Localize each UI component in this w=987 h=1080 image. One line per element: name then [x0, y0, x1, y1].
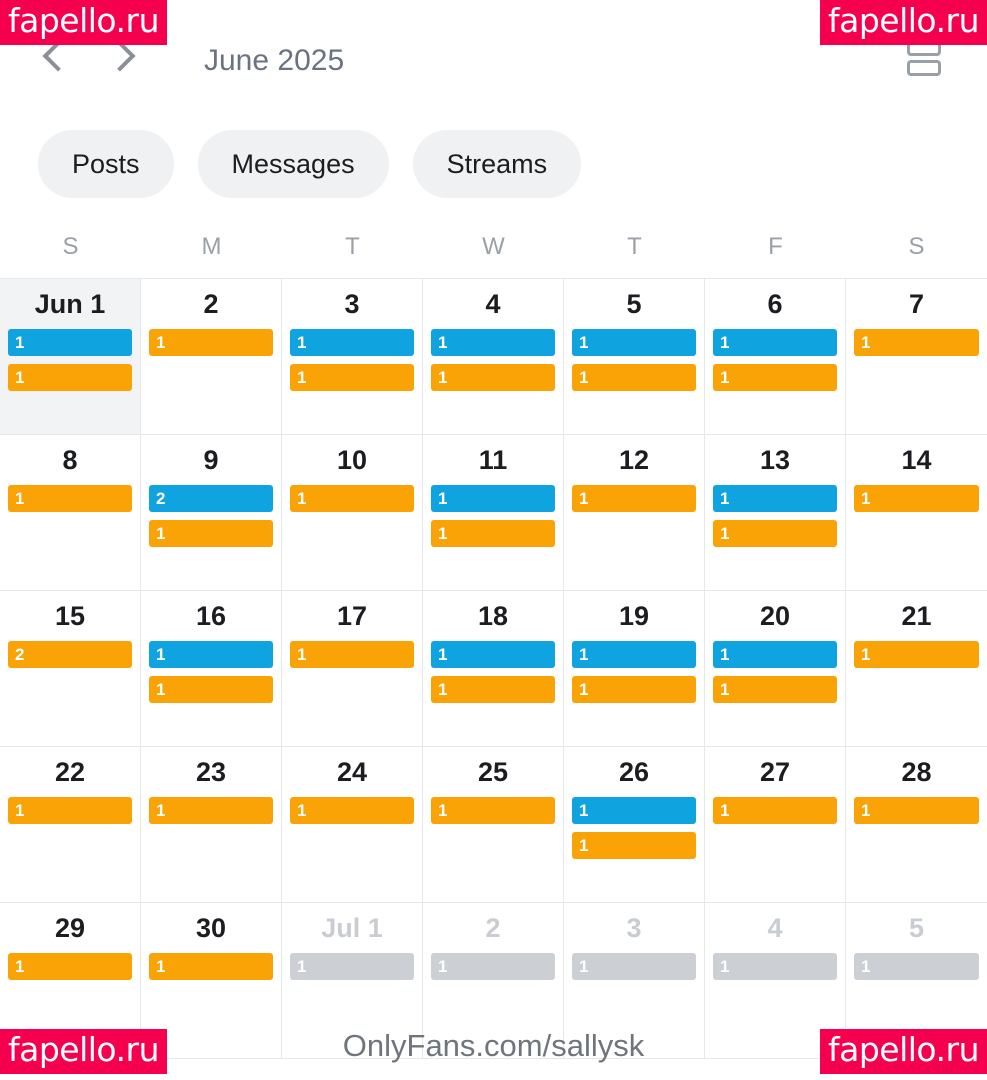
- event-badge[interactable]: 1: [149, 641, 273, 668]
- day-events: [854, 953, 979, 980]
- day-events: [8, 485, 132, 512]
- event-badge[interactable]: 1: [290, 364, 414, 391]
- day-events: [572, 485, 696, 512]
- event-badge[interactable]: 1: [572, 797, 696, 824]
- day-number: 3: [626, 913, 642, 943]
- event-badge[interactable]: 1: [8, 953, 132, 980]
- day-events: [149, 329, 273, 356]
- event-badge[interactable]: 1: [854, 797, 979, 824]
- day-events: [290, 641, 414, 668]
- tab-messages[interactable]: Messages: [198, 130, 389, 198]
- event-badge[interactable]: 1: [8, 364, 132, 391]
- event-badge[interactable]: 1: [572, 953, 696, 980]
- day-events: [572, 797, 696, 859]
- event-badge[interactable]: 1: [431, 520, 555, 547]
- day-events: [854, 797, 979, 824]
- event-badge[interactable]: 1: [713, 329, 837, 356]
- event-badge[interactable]: 1: [572, 485, 696, 512]
- calendar-day-cell[interactable]: [564, 435, 705, 591]
- day-number: 4: [485, 289, 501, 319]
- day-events: [713, 797, 837, 824]
- event-badge[interactable]: 1: [290, 329, 414, 356]
- watermark-bottom-right: fapello.ru: [820, 1029, 987, 1074]
- day-number: 17: [336, 601, 368, 631]
- weekday-header-row: [0, 225, 987, 269]
- calendar-day-cell[interactable]: [423, 279, 564, 435]
- day-number: 13: [759, 445, 791, 475]
- day-number: 4: [767, 913, 783, 943]
- watermark-top-left: fapello.ru: [0, 0, 167, 45]
- event-badge[interactable]: 1: [854, 641, 979, 668]
- event-badge[interactable]: 1: [431, 364, 555, 391]
- day-number: 10: [336, 445, 368, 475]
- day-number: Jun 1: [34, 289, 106, 319]
- event-badge[interactable]: 1: [713, 641, 837, 668]
- day-events: [290, 329, 414, 391]
- event-badge[interactable]: 1: [713, 485, 837, 512]
- calendar-day-cell[interactable]: [141, 747, 282, 903]
- event-badge[interactable]: 1: [149, 953, 273, 980]
- watermark-top-right: fapello.ru: [820, 0, 987, 45]
- day-events: [290, 485, 414, 512]
- weekday-label: T: [627, 233, 642, 260]
- calendar-day-cell[interactable]: [141, 279, 282, 435]
- event-badge[interactable]: 1: [8, 485, 132, 512]
- day-events: [290, 797, 414, 824]
- calendar-day-cell[interactable]: [564, 591, 705, 747]
- day-events: [854, 329, 979, 356]
- event-badge[interactable]: 1: [431, 797, 555, 824]
- day-number: 19: [618, 601, 650, 631]
- profile-url-label: OnlyFans.com/sallysk: [342, 1028, 645, 1063]
- calendar-day-cell[interactable]: [141, 435, 282, 591]
- event-badge[interactable]: 1: [149, 676, 273, 703]
- day-events: [854, 641, 979, 668]
- weekday-label: T: [345, 233, 360, 260]
- day-events: [8, 329, 132, 391]
- event-badge[interactable]: 1: [290, 797, 414, 824]
- calendar-day-cell[interactable]: [282, 279, 423, 435]
- day-number: 29: [54, 913, 86, 943]
- day-number: 16: [195, 601, 227, 631]
- event-badge[interactable]: 1: [572, 641, 696, 668]
- event-badge[interactable]: 1: [713, 797, 837, 824]
- event-badge[interactable]: 1: [713, 953, 837, 980]
- event-badge[interactable]: 2: [8, 641, 132, 668]
- calendar-day-cell[interactable]: [423, 747, 564, 903]
- calendar-day-cell[interactable]: [564, 747, 705, 903]
- weekday-label: W: [482, 233, 505, 260]
- day-events: [431, 485, 555, 547]
- calendar-grid: [0, 278, 987, 1059]
- list-view-icon[interactable]: [907, 40, 941, 82]
- calendar-day-cell[interactable]: [282, 591, 423, 747]
- day-number: 3: [344, 289, 360, 319]
- day-events: [713, 953, 837, 980]
- day-events: [149, 641, 273, 703]
- day-events: [431, 953, 555, 980]
- event-badge[interactable]: 1: [149, 797, 273, 824]
- calendar-day-cell[interactable]: [705, 279, 846, 435]
- calendar-day-cell[interactable]: [282, 747, 423, 903]
- weekday-label: F: [768, 233, 783, 260]
- event-badge[interactable]: 1: [854, 485, 979, 512]
- event-badge[interactable]: 1: [431, 485, 555, 512]
- event-badge[interactable]: 1: [8, 797, 132, 824]
- watermark-bottom-left: fapello.ru: [0, 1029, 167, 1074]
- day-events: [431, 329, 555, 391]
- day-number: 24: [336, 757, 368, 787]
- day-number: 8: [62, 445, 78, 475]
- day-number: 27: [759, 757, 791, 787]
- calendar-day-cell[interactable]: [0, 435, 141, 591]
- calendar-day-cell[interactable]: [423, 591, 564, 747]
- weekday-label: S: [908, 233, 925, 260]
- event-badge[interactable]: 1: [854, 329, 979, 356]
- day-number: 2: [203, 289, 219, 319]
- calendar-day-cell[interactable]: [846, 591, 987, 747]
- calendar-day-cell[interactable]: [705, 747, 846, 903]
- event-badge[interactable]: 1: [149, 520, 273, 547]
- day-number: 28: [901, 757, 932, 787]
- calendar-day-cell[interactable]: [141, 591, 282, 747]
- page-title: June 2025: [204, 44, 345, 77]
- calendar-day-cell[interactable]: [0, 279, 141, 435]
- day-number: 9: [203, 445, 219, 475]
- calendar-day-cell[interactable]: [705, 435, 846, 591]
- event-badge[interactable]: 1: [431, 641, 555, 668]
- event-badge[interactable]: 1: [431, 329, 555, 356]
- day-number: 21: [901, 601, 932, 631]
- day-number: 18: [477, 601, 509, 631]
- day-number: Jul 1: [321, 913, 383, 943]
- day-events: [572, 641, 696, 703]
- event-badge[interactable]: 1: [290, 953, 414, 980]
- day-number: 22: [54, 757, 86, 787]
- tab-posts[interactable]: Posts: [38, 130, 174, 198]
- day-number: 5: [908, 913, 925, 943]
- calendar-day-cell[interactable]: [846, 279, 987, 435]
- day-events: [713, 329, 837, 391]
- day-events: [149, 797, 273, 824]
- day-events: [149, 485, 273, 547]
- calendar-day-cell[interactable]: [423, 435, 564, 591]
- event-badge[interactable]: 1: [713, 676, 837, 703]
- day-number: 14: [901, 445, 932, 475]
- day-events: [431, 641, 555, 703]
- weekday-label: M: [201, 233, 222, 260]
- day-events: [572, 953, 696, 980]
- event-badge[interactable]: 1: [431, 953, 555, 980]
- tab-streams[interactable]: Streams: [413, 130, 582, 198]
- event-badge[interactable]: 2: [149, 485, 273, 512]
- day-events: [290, 953, 414, 980]
- day-number: 23: [195, 757, 227, 787]
- calendar-day-cell[interactable]: [846, 435, 987, 591]
- event-badge[interactable]: 1: [290, 485, 414, 512]
- event-badge[interactable]: 1: [149, 329, 273, 356]
- calendar-day-cell[interactable]: [282, 435, 423, 591]
- day-number: 12: [618, 445, 650, 475]
- day-events: [854, 485, 979, 512]
- day-number: 25: [477, 757, 509, 787]
- day-events: [431, 797, 555, 824]
- day-events: [713, 485, 837, 547]
- event-badge[interactable]: 1: [8, 329, 132, 356]
- day-number: 6: [767, 289, 783, 319]
- day-number: 26: [618, 757, 650, 787]
- day-events: [8, 953, 132, 980]
- event-badge[interactable]: 1: [572, 676, 696, 703]
- event-badge[interactable]: 1: [290, 641, 414, 668]
- day-number: 11: [478, 445, 508, 475]
- day-number: 30: [195, 913, 227, 943]
- calendar-day-cell[interactable]: [0, 747, 141, 903]
- event-badge[interactable]: 1: [572, 329, 696, 356]
- event-badge[interactable]: 1: [431, 676, 555, 703]
- event-badge[interactable]: 1: [572, 832, 696, 859]
- filter-chips: [38, 130, 581, 198]
- event-badge[interactable]: 1: [713, 364, 837, 391]
- day-events: [8, 797, 132, 824]
- weekday-label: S: [62, 233, 79, 260]
- day-number: 7: [908, 289, 925, 319]
- calendar-day-cell[interactable]: [0, 591, 141, 747]
- calendar-day-cell[interactable]: [705, 591, 846, 747]
- calendar-day-cell[interactable]: [564, 279, 705, 435]
- event-badge[interactable]: 1: [854, 953, 979, 980]
- day-events: [8, 641, 132, 668]
- day-events: [572, 329, 696, 391]
- event-badge[interactable]: 1: [713, 520, 837, 547]
- day-events: [149, 953, 273, 980]
- event-badge[interactable]: 1: [572, 364, 696, 391]
- day-number: 20: [759, 601, 791, 631]
- day-events: [713, 641, 837, 703]
- day-number: 2: [485, 913, 501, 943]
- calendar-day-cell[interactable]: [846, 747, 987, 903]
- day-number: 15: [54, 601, 86, 631]
- day-number: 5: [626, 289, 642, 319]
